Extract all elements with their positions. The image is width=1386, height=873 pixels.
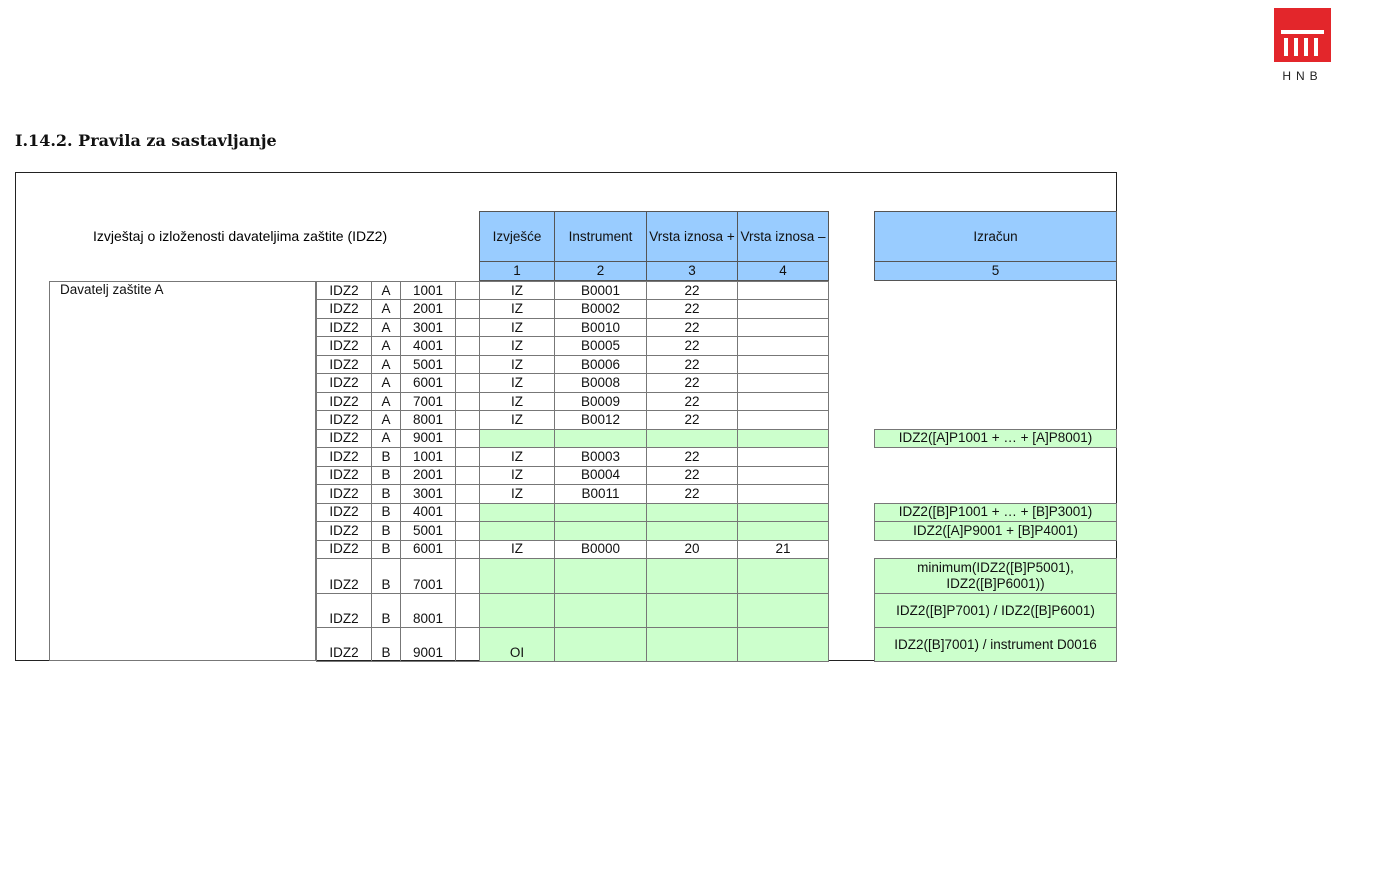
- row-report: IDZ2: [316, 410, 372, 429]
- row-code: 7001: [400, 558, 456, 594]
- row-spacer: [455, 466, 480, 485]
- row-section: B: [371, 558, 401, 594]
- row-value-col4: [737, 429, 829, 448]
- row-value-col4: [737, 447, 829, 466]
- header-vrsta-iznosa-minus: Vrsta iznosa –: [737, 211, 829, 262]
- row-report: IDZ2: [316, 593, 372, 628]
- row-code: 3001: [400, 318, 456, 337]
- row-section: A: [371, 410, 401, 429]
- header-number: 1: [479, 261, 555, 281]
- row-section: A: [371, 373, 401, 392]
- row-value-col1: IZ: [479, 336, 555, 355]
- row-value-col4: [737, 466, 829, 485]
- hnb-logo: [1274, 8, 1331, 62]
- row-value-col4: [737, 593, 829, 628]
- row-code: 3001: [400, 484, 456, 503]
- row-value-col1: IZ: [479, 318, 555, 337]
- row-value-col1: IZ: [479, 392, 555, 411]
- row-value-col4: [737, 318, 829, 337]
- row-value-col1: [479, 503, 555, 522]
- row-value-col1: IZ: [479, 447, 555, 466]
- row-report: IDZ2: [316, 447, 372, 466]
- row-report: IDZ2: [316, 429, 372, 448]
- row-calculation: IDZ2([A]P1001 + … + [A]P8001): [874, 429, 1117, 448]
- row-value-col1: [479, 593, 555, 628]
- row-value-col1: OI: [479, 627, 555, 662]
- row-value-col4: [737, 558, 829, 594]
- row-value-col3: 22: [646, 355, 738, 374]
- row-spacer: [455, 392, 480, 411]
- row-value-col1: [479, 521, 555, 540]
- row-spacer: [455, 593, 480, 628]
- row-code: 4001: [400, 503, 456, 522]
- row-value-col2: B0011: [554, 484, 647, 503]
- row-value-col4: [737, 355, 829, 374]
- row-spacer: [455, 627, 480, 662]
- row-value-col3: 22: [646, 318, 738, 337]
- row-value-col3: 22: [646, 336, 738, 355]
- row-section: A: [371, 392, 401, 411]
- row-report: IDZ2: [316, 484, 372, 503]
- row-code: 6001: [400, 540, 456, 559]
- row-spacer: [455, 540, 480, 559]
- group-label: Davatelj zaštite A: [49, 281, 316, 661]
- row-spacer: [455, 281, 480, 300]
- row-spacer: [455, 558, 480, 594]
- row-value-col1: [479, 558, 555, 594]
- header-number: 4: [737, 261, 829, 281]
- row-section: A: [371, 318, 401, 337]
- row-section: A: [371, 429, 401, 448]
- row-value-col3: [646, 521, 738, 540]
- row-value-col4: [737, 299, 829, 318]
- row-value-col4: [737, 484, 829, 503]
- row-section: B: [371, 503, 401, 522]
- row-report: IDZ2: [316, 558, 372, 594]
- row-value-col4: [737, 373, 829, 392]
- row-value-col1: IZ: [479, 281, 555, 300]
- row-value-col2: [554, 521, 647, 540]
- row-code: 8001: [400, 593, 456, 628]
- row-value-col2: [554, 627, 647, 662]
- row-value-col2: B0000: [554, 540, 647, 559]
- row-report: IDZ2: [316, 373, 372, 392]
- row-value-col4: [737, 627, 829, 662]
- row-value-col2: [554, 503, 647, 522]
- row-value-col2: [554, 558, 647, 594]
- row-value-col2: [554, 593, 647, 628]
- row-report: IDZ2: [316, 318, 372, 337]
- row-report: IDZ2: [316, 355, 372, 374]
- row-value-col2: B0005: [554, 336, 647, 355]
- row-value-col3: 22: [646, 484, 738, 503]
- row-code: 4001: [400, 336, 456, 355]
- row-spacer: [455, 318, 480, 337]
- row-report: IDZ2: [316, 466, 372, 485]
- row-report: IDZ2: [316, 392, 372, 411]
- header-izvjesce: Izvješće: [479, 211, 555, 262]
- row-section: A: [371, 355, 401, 374]
- row-value-col2: B0009: [554, 392, 647, 411]
- row-report: IDZ2: [316, 540, 372, 559]
- header-number: 5: [874, 261, 1117, 281]
- row-value-col3: 22: [646, 281, 738, 300]
- row-value-col3: 22: [646, 373, 738, 392]
- header-vrsta-iznosa-plus: Vrsta iznosa +: [646, 211, 738, 262]
- row-code: 2001: [400, 299, 456, 318]
- row-value-col3: 22: [646, 447, 738, 466]
- row-value-col3: 22: [646, 299, 738, 318]
- row-code: 1001: [400, 447, 456, 466]
- row-value-col2: B0008: [554, 373, 647, 392]
- header-number: 2: [554, 261, 647, 281]
- row-calculation: minimum(IDZ2([B]P5001), IDZ2([B]P6001)): [874, 558, 1117, 594]
- row-value-col3: [646, 429, 738, 448]
- row-spacer: [455, 484, 480, 503]
- row-value-col1: IZ: [479, 355, 555, 374]
- row-code: 5001: [400, 521, 456, 540]
- row-value-col3: [646, 627, 738, 662]
- row-code: 9001: [400, 627, 456, 662]
- row-code: 2001: [400, 466, 456, 485]
- row-value-col1: IZ: [479, 299, 555, 318]
- header-number: 3: [646, 261, 738, 281]
- row-value-col4: [737, 281, 829, 300]
- row-section: B: [371, 593, 401, 628]
- row-section: A: [371, 299, 401, 318]
- row-spacer: [455, 410, 480, 429]
- row-value-col2: B0003: [554, 447, 647, 466]
- row-section: A: [371, 336, 401, 355]
- row-spacer: [455, 299, 480, 318]
- section-heading: I.14.2. Pravila za sastavljanje: [15, 131, 277, 150]
- row-value-col3: 22: [646, 410, 738, 429]
- row-value-col2: B0004: [554, 466, 647, 485]
- row-value-col1: [479, 429, 555, 448]
- row-section: B: [371, 447, 401, 466]
- row-section: B: [371, 521, 401, 540]
- row-section: B: [371, 540, 401, 559]
- row-value-col3: 22: [646, 466, 738, 485]
- row-value-col1: IZ: [479, 540, 555, 559]
- row-spacer: [455, 373, 480, 392]
- row-code: 7001: [400, 392, 456, 411]
- row-value-col2: B0010: [554, 318, 647, 337]
- row-report: IDZ2: [316, 336, 372, 355]
- row-value-col3: [646, 593, 738, 628]
- logo-text: HNB: [1282, 69, 1323, 83]
- row-value-col1: IZ: [479, 484, 555, 503]
- row-calculation: IDZ2([B]P7001) / IDZ2([B]P6001): [874, 593, 1117, 628]
- row-value-col2: [554, 429, 647, 448]
- row-report: IDZ2: [316, 503, 372, 522]
- row-spacer: [455, 429, 480, 448]
- row-report: IDZ2: [316, 299, 372, 318]
- row-section: B: [371, 466, 401, 485]
- row-value-col3: [646, 503, 738, 522]
- row-value-col2: B0001: [554, 281, 647, 300]
- header-izracun: Izračun: [874, 211, 1117, 262]
- row-code: 5001: [400, 355, 456, 374]
- row-code: 6001: [400, 373, 456, 392]
- row-code: 1001: [400, 281, 456, 300]
- row-value-col4: [737, 503, 829, 522]
- row-spacer: [455, 355, 480, 374]
- row-value-col2: B0012: [554, 410, 647, 429]
- row-section: A: [371, 281, 401, 300]
- row-value-col4: 21: [737, 540, 829, 559]
- row-report: IDZ2: [316, 627, 372, 662]
- row-value-col4: [737, 410, 829, 429]
- row-value-col4: [737, 336, 829, 355]
- row-spacer: [455, 336, 480, 355]
- row-value-col4: [737, 521, 829, 540]
- row-spacer: [455, 503, 480, 522]
- row-report: IDZ2: [316, 281, 372, 300]
- header-instrument: Instrument: [554, 211, 647, 262]
- row-section: B: [371, 484, 401, 503]
- row-value-col1: IZ: [479, 466, 555, 485]
- row-section: B: [371, 627, 401, 662]
- row-value-col4: [737, 392, 829, 411]
- row-spacer: [455, 521, 480, 540]
- row-code: 8001: [400, 410, 456, 429]
- row-value-col3: 20: [646, 540, 738, 559]
- row-code: 9001: [400, 429, 456, 448]
- row-report: IDZ2: [316, 521, 372, 540]
- row-value-col2: B0006: [554, 355, 647, 374]
- row-value-col1: IZ: [479, 373, 555, 392]
- row-value-col3: [646, 558, 738, 594]
- row-value-col3: 22: [646, 392, 738, 411]
- row-value-col2: B0002: [554, 299, 647, 318]
- row-spacer: [455, 447, 480, 466]
- row-calculation: IDZ2([B]P1001 + … + [B]P3001): [874, 503, 1117, 522]
- row-calculation: IDZ2([A]P9001 + [B]P4001): [874, 521, 1117, 540]
- row-value-col1: IZ: [479, 410, 555, 429]
- table-title: Izvještaj o izloženosti davateljima zaštite (IDZ2): [93, 228, 388, 244]
- row-calculation: IDZ2([B]7001) / instrument D0016: [874, 627, 1117, 662]
